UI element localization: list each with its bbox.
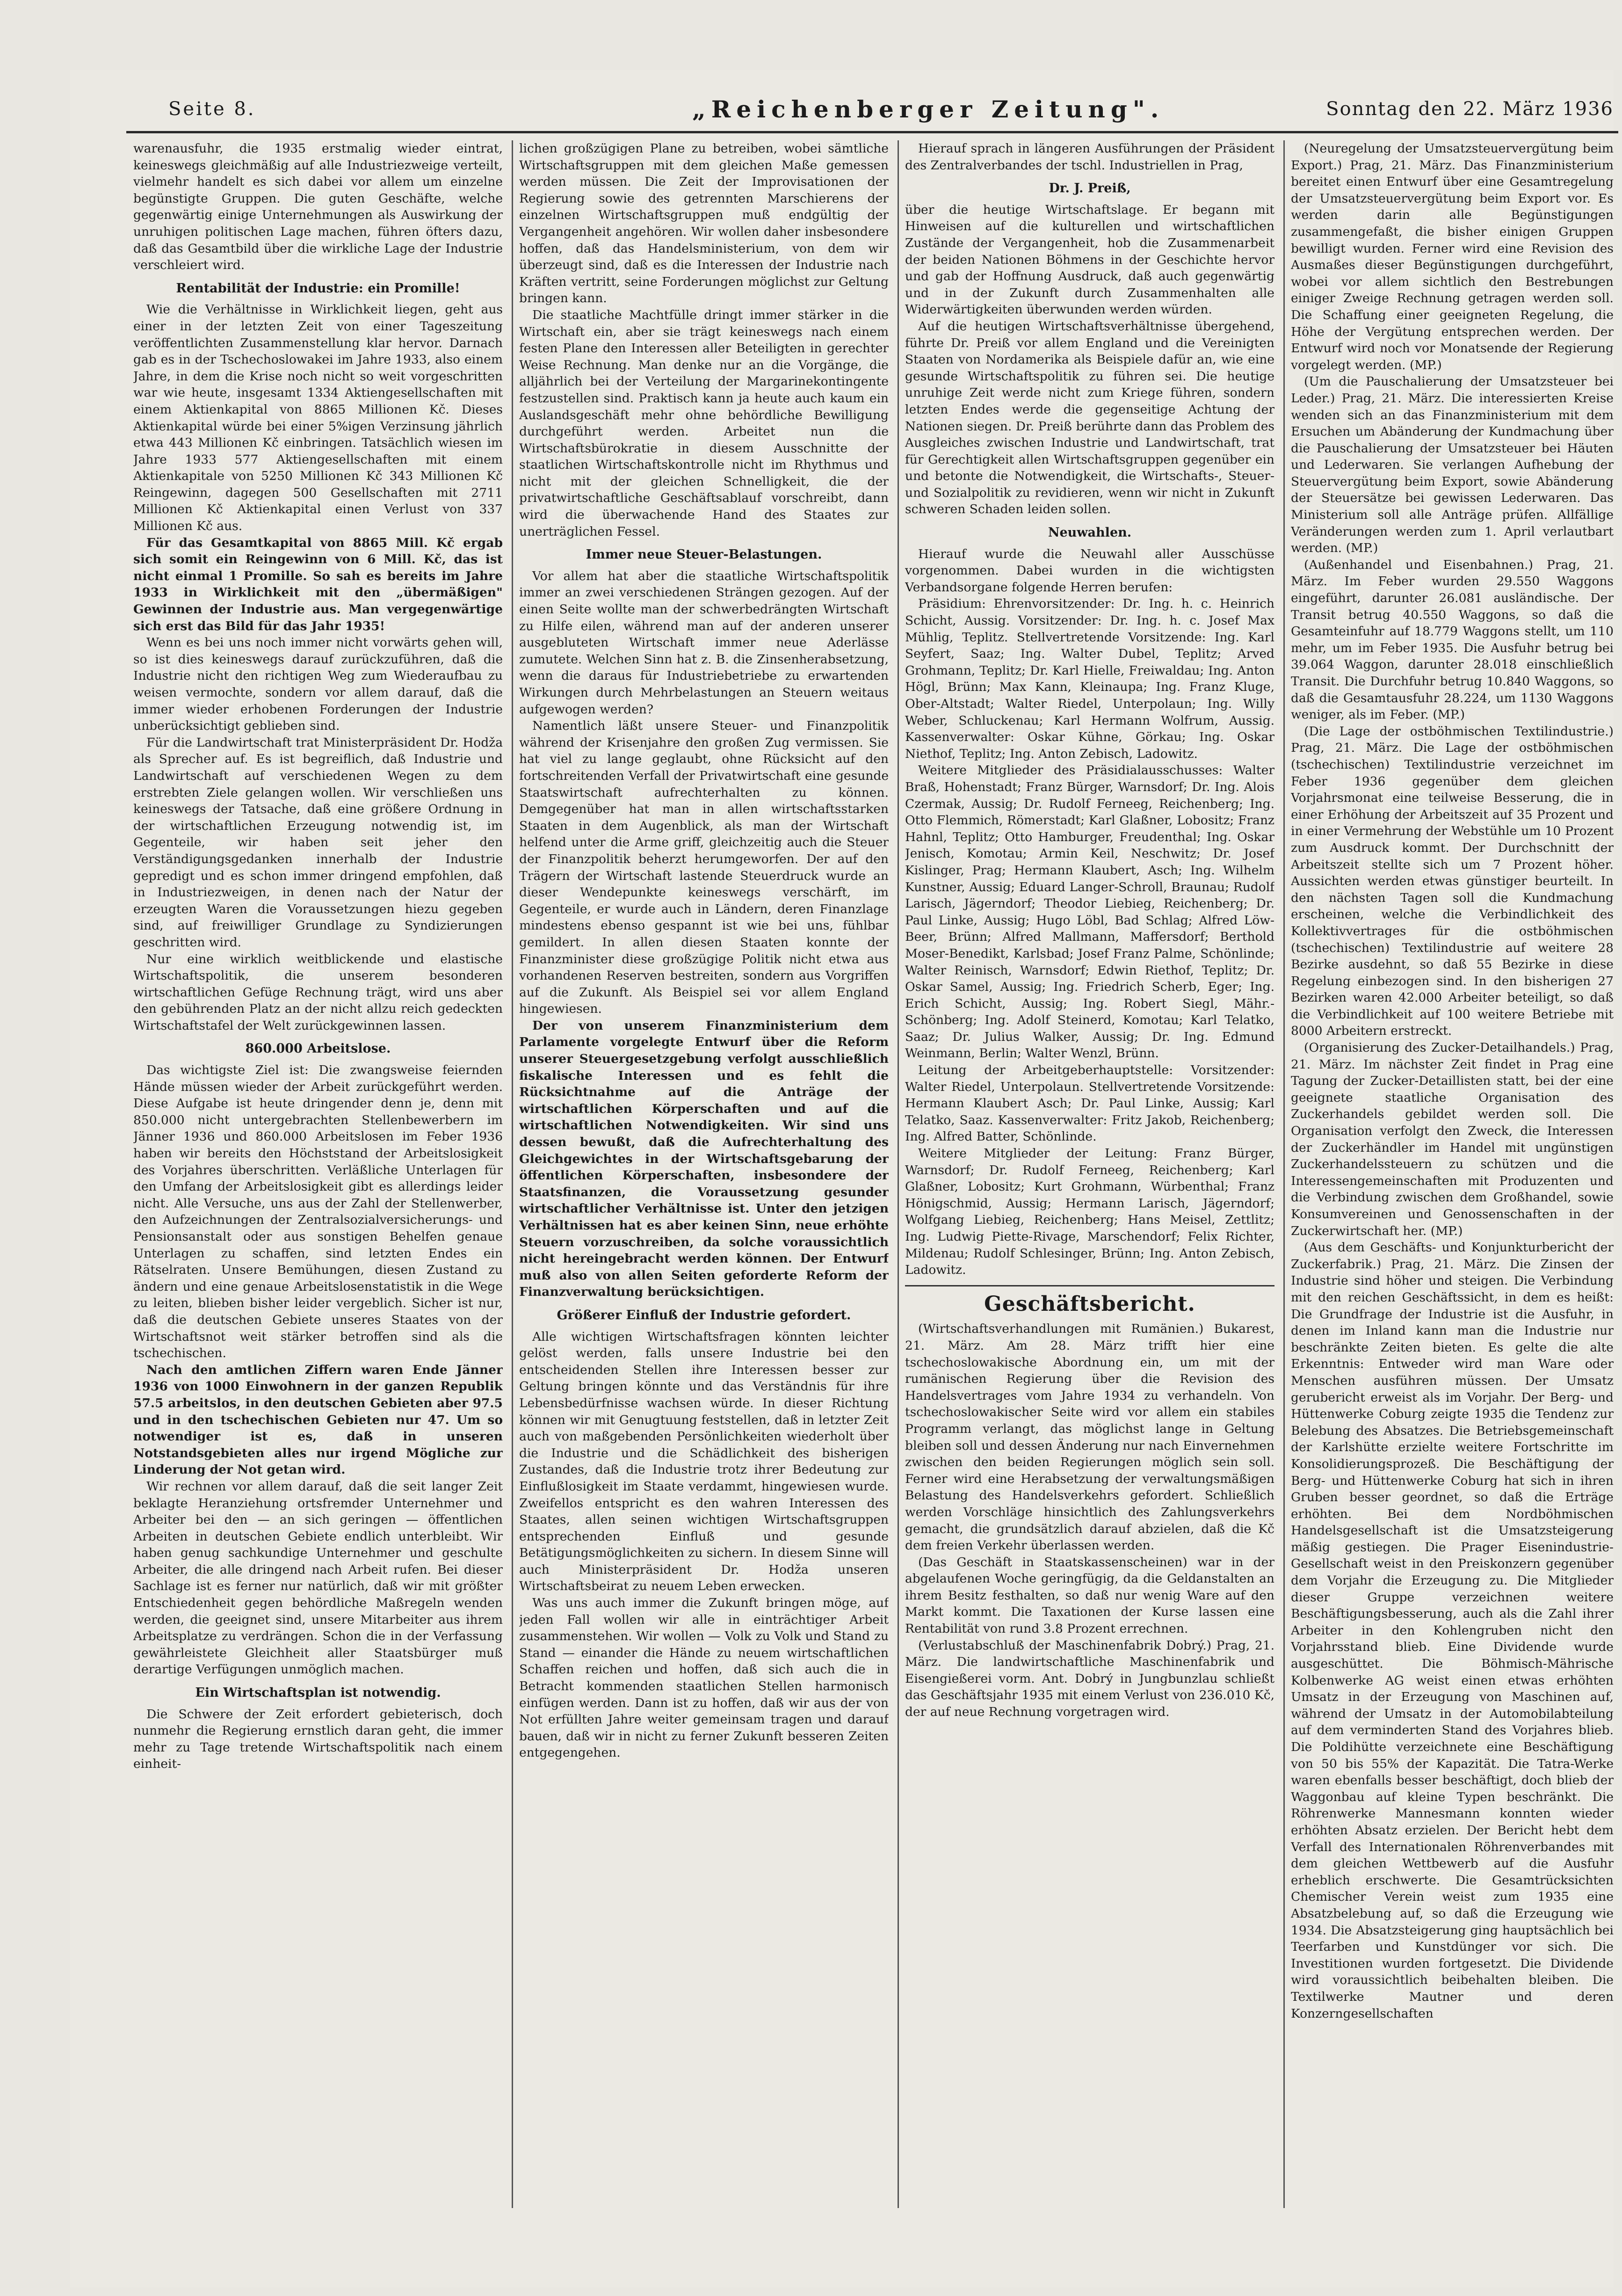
paragraph: Hierauf sprach in längeren Ausführungen der Präsident des Zentralverbandes der tschl. Industriellen in Prag, xyxy=(905,141,1274,173)
subheading: Größerer Einfluß der Industrie gefordert. xyxy=(557,1308,851,1322)
paragraph: warenausfuhr, die 1935 erstmalig wieder eintrat, keineswegs gleichmäßig auf alle Industriezweige verteilt, vielmehr handelt es sich dabei vor allem um einzelne begünstigte Gruppen. Die guten Geschäfte, welche gegenwärtig einige Unternehmungen als Auswirkung der unruhigen politischen Lage machen, führen öfters dazu, daß das Gesamtbild über die wirkliche Lage der Industrie verschleiert wird. xyxy=(133,141,503,273)
paragraph: (Organisierung des Zucker-Detailhandels.) Prag, 21. März. Im nächster Zeit findet in Prag eine Tagung der Zucker-Detaillisten statt, bei der eine geeignete staatliche Organisation des Zuckerhandels gebildet werden soll. Die Organisation verfolgt den Zweck, die Interessen der Zuckerhändler im Handel mit ungünstigen Zuckerhandelssteuern zu schützen und die Interessengemeinschaften mit Produzenten und die Verbindung zwischen dem Großhandel, sowie Konsumvereinen und Genossenschaften in der Zuckerwirtschaft her. (MP.) xyxy=(1291,1040,1614,1238)
column-divider xyxy=(512,140,513,2208)
paragraph: Weitere Mitglieder des Präsidialausschusses: Walter Braß, Hohenstadt; Franz Bürger, Warnsdorf; Dr. Ing. Alois Czermak, Aussig; Dr. Rudolf Ferneeg, Reichenberg; Ing. Otto Flemmich, Römerstadt; Karl Glaßner, Lobositz; Franz Hahnl, Teplitz; Otto Hamburger, Freudenthal; Ing. Oskar Jenisch, Komotau; Armin Keil, Neschwitz; Dr. Josef Kislinger, Prag; Hermann Klaubert, Asch; Ing. Wilhelm Kunstner, Aussig; Eduard Langer-Schroll, Braunau; Rudolf Larisch, Jägerndorf; Theodor Liebieg, Reichenberg; Dr. Paul Linke, Aussig; Hugo Löbl, Bad Schlag; Alfred Löw-Beer, Brünn; Alfred Mallmann, Maffersdorf; Berthold Moser-Benedikt, Karlsbad; Josef Franz Palme, Schönlinde; Walter Reinisch, Warnsdorf; Edwin Riethof, Teplitz; Dr. Oskar Samel, Aussig; Ing. Friedrich Scherb, Eger; Ing. Erich Schicht, Aussig; Ing. Robert Siegl, Mähr.-Schönberg; Ing. Adolf Steinerd, Komotau; Karl Telatko, Saaz; Dr. Julius Walker, Aussig; Dr. Ing. Edmund Weinmann, Berlin; Walter Wenzl, Brünn. xyxy=(905,763,1274,1061)
subheading: Immer neue Steuer-Belastungen. xyxy=(586,547,822,562)
issue-date: Sonntag den 22. März 1936 xyxy=(1326,98,1614,120)
column-3 xyxy=(905,140,1274,2208)
paragraph: (Wirtschaftsverhandlungen mit Rumänien.) Bukarest, 21. März. Am 28. März trifft hier eine tschechoslowakische Abordnung ein, um mit der rumänischen Regierung über die Revision des Handelsvertrages vom Jahre 1934 zu verhandeln. Von tschechoslowakischer Seite wird vor allem ein stabiles Programm verlangt, das möglichst lange in Geltung bleiben soll und dessen Änderung nur nach Einvernehmen zwischen den beiden Regierungen möglich sein soll. Ferner wird eine Herabsetzung der verwaltungsmäßigen Belastung des Handelsverkehrs gefordert. Schließlich werden Vorschläge hinsichtlich des Zahlungsverkehrs gemacht, die grundsätzlich darauf abzielen, daß die Kč dem freien Verkehr überlassen werden. xyxy=(905,1322,1274,1553)
paragraph: Wir rechnen vor allem darauf, daß die seit langer Zeit beklagte Heranziehung ortsfremder Unternehmer und Arbeiter bei den — an sich geringen — öffentlichen Arbeiten in deutschen Gebiete endlich unterbleibt. Wir haben genug sachkundige Unternehmer und geschulte Arbeiter, die alle dringend nach Arbeit rufen. Bei dieser Sachlage ist es ferner nur natürlich, daß wir mit größter Entschiedenheit gegen behördliche Maßregeln wenden werden, die geeignet sind, unsere Mitarbeiter aus ihrem Arbeitsplatze zu verdrängen. Schon die in der Verfassung gewährleistete Gleichheit aller Staatsbürger muß derartige Verfügungen unmöglich machen. xyxy=(133,1479,503,1677)
subheading: 860.000 Arbeitslose. xyxy=(245,1041,391,1056)
paragraph: Hierauf wurde die Neuwahl aller Ausschüsse vorgenommen. Dabei wurden in die wichtigsten Verbandsorgane folgende Herren berufen: xyxy=(905,546,1274,595)
paragraph: über die heutige Wirtschaftslage. Er begann mit Hinweisen auf die kulturellen und wirtschaftlichen Zustände der Vergangenheit, hob die Zusammenarbeit der beiden Nationen Böhmens in der Geschichte hervor und gab der Hoffnung Ausdruck, daß auch gegenwärtig und in der Zukunft durch Zusammenhalten alle Widerwärtigkeiten überwunden werden würden. xyxy=(905,202,1274,317)
paragraph: Was uns auch immer die Zukunft bringen möge, auf jeden Fall wollen wir alle in einträchtiger Arbeit zusammenstehen. Wir wollen — Volk zu Volk und Stand zu Stand — einander die Hände zu neuem wirtschaftlichen Schaffen reichen und hoffen, daß sich auch die in Betracht kommenden staatlichen Stellen harmonisch einfügen werden. Dann ist zu hoffen, daß wir aus der von Not erfüllten Jahre weiter gemeinsam tragen und darauf bauen, daß wir in nicht zu ferner Zukunft besseren Zeiten entgegengehen. xyxy=(519,1596,889,1760)
paragraph: Nach den amtlichen Ziffern waren Ende Jänner 1936 von 1000 Einwohnern in der ganzen Republik 57.5 arbeitslos, in den deutschen Gebieten aber 97.5 und in den tschechischen Gebieten nur 47. Um so notwendiger ist es, daß in unseren Notstandsgebieten alles nur irgend Mögliche zur Linderung der Not getan wird. xyxy=(133,1362,503,1477)
paragraph: Für das Gesamtkapital von 8865 Mill. Kč ergab sich somit ein Reingewinn von 6 Mill. Kč, das ist nicht einmal 1 Promille. So sah es bereits im Jahre 1933 in Wirklichkeit mit den „übermäßigen" Gewinnen der Industrie aus. Man vergegenwärtige sich erst das Bild für das Jahr 1935! xyxy=(133,535,503,633)
paragraph: Nur eine wirklich weitblickende und elastische Wirtschaftspolitik, die unserem besonderen wirtschaftlichen Gefüge Rechnung trägt, wird uns aber den gebührenden Platz an der nicht allzu reich gedeckten Wirtschaftstafel der Welt zurückgewinnen lassen. xyxy=(133,952,503,1033)
subheading: Dr. J. Preiß, xyxy=(1049,181,1131,196)
page-number: Seite 8. xyxy=(168,98,256,120)
column-2 xyxy=(519,140,889,2208)
paragraph: (Um die Pauschalierung der Umsatzsteuer bei Leder.) Prag, 21. März. Die interessierten Kreise wenden sich an das Finanzministerium mit dem Ersuchen um Abänderung der Kundmachung über die Pauschalierung der Umsatzsteuer bei Häuten und Lederwaren. Sie verlangen Aufhebung der Steuervergütung beim Export, sowie Abänderung der Steuersätze bei gewissen Lederwaren. Das Ministerium soll alle Anträge prüfen. Allfällige Veränderungen werden zum 1. April verlautbart werden. (MP.) xyxy=(1291,374,1614,556)
paragraph: Leitung der Arbeitgeberhauptstelle: Vorsitzender: Walter Riedel, Unterpolaun. Stellvertretende Vorsitzende: Hermann Klaubert Asch; Dr. Paul Linke, Aussig; Karl Telatko, Saaz. Kassenverwalter: Fritz Jakob, Reichenberg; Ing. Alfred Batter, Schönlinde. xyxy=(905,1063,1274,1144)
paragraph: (Neuregelung der Umsatzsteuervergütung beim Export.) Prag, 21. März. Das Finanzministerium bereitet einen Entwurf über eine Gesamtregelung der Umsatzsteuervergütung beim Export vor. Es werden darin alle Begünstigungen zusammengefaßt, die bisher einigen Gruppen bewilligt wurden. Ferner wird eine Revision des Ausmaßes dieser Begünstigungen durchgeführt, wobei vor allem sichtlich den Bestrebungen einiger Zweige Rechnung getragen werden soll. Die Schaffung einer geeigneten Regelung, die Höhe der Vergütung entsprechen werden. Der Entwurf wird noch vor Monatsende der Regierung vorgelegt werden. (MP.) xyxy=(1291,141,1614,372)
paragraph: (Verlustabschluß der Maschinenfabrik Dobrý.) Prag, 21. März. Die landwirtschaftliche Maschinenfabrik und Eisengießerei vorm. Ant. Dobrý in Jungbunzlau schließt das Geschäftsjahr 1935 mit einem Verlust von 236.010 Kč, der auf neue Rechnung vorgetragen wird. xyxy=(905,1638,1274,1720)
paragraph: Das wichtigste Ziel ist: Die zwangsweise feiernden Hände müssen wieder der Arbeit zurückgeführt werden. Diese Aufgabe ist heute dringender denn je, denn mit 850.000 nicht untergebrachten Stellenbewerbern im Jänner 1936 und 860.000 Arbeitslosen im Feber 1936 haben wir bereits den Höchststand der Arbeitslosigkeit des Vorjahres überschritten. Verläßliche Unterlagen für den Umfang der Arbeitslosigkeit gibt es allerdings leider nicht. Alle Versuche, uns aus der Zahl der Stellenwerber, den Aufzeichnungen der Zentralsozialversicherungs- und Pensionsanstalt oder aus sonstigen Behelfen genaue Unterlagen zu schaffen, sind letzten Endes ein Rätselraten. Unsere Bemühungen, diesen Zustand zu ändern und eine genaue Arbeitslosenstatistik in die Wege zu leiten, blieben bisher leider vergeblich. Sicher ist nur, daß die deutschen Gebiete unseres Staates von der Wirtschaftsnot weit stärker betroffen sind als die tschechischen. xyxy=(133,1063,503,1361)
section-heading: Geschäftsbericht. xyxy=(984,1292,1195,1316)
paragraph: Weitere Mitglieder der Leitung: Franz Bürger, Warnsdorf; Dr. Rudolf Ferneeg, Reichenberg; Karl Glaßner, Lobositz; Kurt Grohmann, Würbenthal; Franz Hönigschmid, Aussig; Hermann Larisch, Jägerndorf; Wolfgang Liebieg, Reichenberg; Hans Meisel, Zettlitz; Ing. Ludwig Piette-Rivage, Marschendorf; Felix Richter, Mildenau; Rudolf Schlesinger, Brünn; Ing. Anton Zebisch, Ladowitz. xyxy=(905,1146,1274,1278)
paragraph: Die staatliche Machtfülle dringt immer stärker in die Wirtschaft ein, aber sie trägt keineswegs nach einem festen Plane den Interessen aller Beteiligten in gerechter Weise Rechnung. Man denke nur an die Vorgänge, die alljährlich bei der Verteilung der Margarinekontingente festzustellen sind. Praktisch kann ja heute auch kaum ein Auslandsgeschäft mehr ohne behördliche Bewilligung durchgeführt werden. Arbeitet nun die Wirtschaftsbürokratie in diesem Ausschnitte der staatlichen Wirtschaftskontrolle nicht im Rhythmus und nicht mit der gleichen Schnelligkeit, die der privatwirtschaftliche Geschäftsablauf vorschreibt, dann wird die überwachende Hand des Staates zur unerträglichen Fessel. xyxy=(519,307,889,539)
paragraph: (Die Lage der ostböhmischen Textilindustrie.) Prag, 21. März. Die Lage der ostböhmischen (tschechischen) Textilindustrie verzeichnet im Feber 1936 gegenüber dem gleichen Vorjahrsmonat eine teilweise Besserung, die in einer Erhöhung der Arbeitszeit auf 35 Prozent und in einer Vermehrung der Webstühle um 10 Prozent zum Ausdruck kommt. Der Durchschnitt der Arbeitszeit stellte sich um 7 Prozent höher. Aussichten werden etwas günstiger beurteilt. In den nächsten Tagen soll die Kundmachung erscheinen, welche die Verbindlichkeit des Kollektivvertrages für die ostböhmischen (tschechischen) Textilindustrie auf weitere 28 Bezirke ausdehnt, so daß 55 Bezirke in diese Regelung einbezogen sind. In den bisherigen 27 Bezirken waren 42.000 Arbeiter beteiligt, so daß die Verbindlichkeit auf 100 weitere Betriebe mit 8000 Arbeitern erstreckt. xyxy=(1291,724,1614,1039)
paragraph: Der von unserem Finanzministerium dem Parlamente vorgelegte Entwurf über die Reform unserer Steuergesetzgebung verfolgt ausschließlich fiskalische Interessen und es fehlt die Rücksichtnahme auf die Anträge der wirtschaftlichen Körperschaften und auf die wirtschaftlichen Notwendigkeiten. Wir sind uns dessen bewußt, daß die Aufrechterhaltung des Gleichgewichtes in der Wirtschaftsgebarung der öffentlichen Körperschaften, insbesondere der Staatsfinanzen, die Voraussetzung gesunder wirtschaftlicher Verhältnisse ist. Unter den jetzigen Verhältnissen hat es aber keinen Sinn, neue erhöhte Steuern vorzuschreiben, da solche voraussichtlich nicht hereingebracht werden können. Der Entwurf muß also von allen Seiten geforderte Reform der Finanzverwaltung berücksichtigen. xyxy=(519,1018,889,1300)
paragraph: (Aus dem Geschäfts- und Konjunkturbericht der Zuckerfabrik.) Prag, 21. März. Die Zinsen der Industrie sind höher und steigen. Die Verbindung mit den reichen Geschäftssicht, in dem es heißt: Die Grundfrage der Industrie ist die Ausfuhr, in denen im Inland kann man die Industrie nur beschränkte Zeiten bieten. Es gelte die alte Erkenntnis: Entweder wird man Ware oder Menschen ausführen müssen. Der Umsatz gerubericht erweist als im Vorjahr. Der Berg- und Hüttenwerke Coburg zeigte 1935 die Tendenz zur Belebung des Absatzes. Die Betriebsgemeinschaft der Karlshütte erzielte weitere Fortschritte im Konsolidierungsprozeß. Die Beschäftigung der Berg- und Hüttenwerke Coburg hat sich in ihren Gruben besser geordnet, so daß die Erträge erhöhten. Bei dem Nordböhmischen Handelsgesellschaft ist die Umsatzsteigerung mäßig gestiegen. Die Prager Eisenindustrie-Gesellschaft weist in den Preiskonzern gegenüber dem Vorjahr die Erzeugung zu. Die Mitglieder dieser Gruppe verzeichnen weitere Beschäftigungsbesserung, auch als die Zahl ihrer Arbeiter in den Kohlengruben nicht den Vorjahrsstand blieb. Eine Dividende wurde ausgeschüttet. Die Böhmisch-Mährische Kolbenwerke AG weist einen etwas erhöhten Umsatz in der Erzeugung von Maschinen auf, während der Umsatz in der Automobilabteilung auf dem verminderten Stand des Vorjahres blieb. Die Poldihütte verzeichnete eine Beschäftigung von 50 bis 55% der Kapazität. Die Tatra-Werke waren ebenfalls besser beschäftigt, doch blieb der Waggonbau auf kleine Typen beschränkt. Die Röhrenwerke Mannesmann konnten wieder erhöhten Absatz erzielen. Der Bericht hebt dem Verfall des Internationalen Röhrenverbandes mit dem gleichen Wettbewerb auf die Ausfuhr erheblich erschwerte. Die Gesamtrücksichten Chemischer Verein weist zum 1935 eine Absatzbelebung auf, so daß die Erzeugung wie 1934. Die Absatzsteigerung ging hauptsächlich bei Teerfarben und Kunstdünger vor sich. Die Investitionen wurden fortgesetzt. Die Dividende wird voraussichtlich beibehalten bleiben. Die Textilwerke Mautner und deren Konzerngesellschaften xyxy=(1291,1240,1614,2021)
newspaper-page xyxy=(70,70,1614,2288)
paragraph: Für die Landwirtschaft trat Ministerpräsident Dr. Hodža als Sprecher auf. Es ist begreiflich, daß Industrie und Landwirtschaft auf verschiedenen Wegen zu dem erstrebten Ziele gelangen wollen. Wir verschließen uns keineswegs der Tatsache, daß eine größere Ordnung in der wirtschaftlichen Erzeugung notwendig ist, im Gegenteile, wir haben seit jeher den Verständigungsgedanken innerhalb der Industrie gepredigt und es schon immer dringend empfohlen, daß in Industriezweigen, in denen nach der Natur der erzeugten Waren die Voraussetzungen hiezu gegeben sind, auf freiwilliger Grundlage zu Syndizierungen geschritten wird. xyxy=(133,735,503,950)
section-rule xyxy=(905,1285,1274,1286)
paragraph: Wenn es bei uns noch immer nicht vorwärts gehen will, so ist dies keineswegs darauf zurückzuführen, daß die Industrie nicht den richtigen Weg zum Wiederaufbau zu weisen vermochte, sondern vor allem darauf, daß die immer wieder erhobenen Forderungen der Industrie unberücksichtigt geblieben sind. xyxy=(133,635,503,734)
paragraph: Auf die heutigen Wirtschaftsverhältnisse übergehend, führte Dr. Preiß vor allem England und die Vereinigten Staaten von Nordamerika als Beispiele dafür an, wie eine gesunde Wirtschaftspolitik zu führen sei. Die heutige unruhige Zeit werde nicht zum Kriege führen, sondern letzten Endes werde die gegenseitige Achtung der Nationen siegen. Dr. Preiß berührte dann das Problem des Ausgleiches zwischen Industrie und Landwirtschaft, trat für Gerechtigkeit allen Wirtschaftsgruppen gegenüber ein und betonte die Notwendigkeit, die Wirtschafts-, Steuer- und Sozialpolitik zu revidieren, wenn wir nicht in Zukunft schweren Schaden leiden sollen. xyxy=(905,319,1274,517)
paragraph: Namentlich läßt unsere Steuer- und Finanzpolitik während der Krisenjahre den großen Zug vermissen. Sie hat viel zu lange geglaubt, ohne Rücksicht auf den fortschreitenden Verfall der Privatwirtschaft eine gesunde Staatswirtschaft aufrechterhalten zu können. Demgegenüber hat man in allen wirtschaftsstarken Staaten in dem Augenblick, als man der Wirtschaft helfend unter die Arme griff, gleichzeitig auch die Steuer der Finanzpolitik beherzt herumgeworfen. Der auf den Trägern der Wirtschaft lastende Steuerdruck wurde an dieser Wendepunkte keineswegs verschärft, im Gegenteile, er wurde auch in Ländern, deren Finanzlage mindestens ebenso gespannt ist wie bei uns, fühlbar gemildert. In allen diesen Staaten konnte der Finanzminister diese großzügige Politik nicht etwa aus vorhandenen Reserven bestreiten, sondern aus Vorgriffen auf die Zukunft. Als Beispiel sei vor allem England hingewiesen. xyxy=(519,719,889,1017)
column-4 xyxy=(1291,140,1614,2208)
paragraph: (Das Geschäft in Staatskassenscheinen) war in der abgelaufenen Woche geringfügig, da die Geldanstalten an ihrem Besitz festhalten, so daß nur wenig Ware auf den Markt kommt. Die Taxationen der Kurse lassen eine Rentabilität von rund 3.8 Prozent errechnen. xyxy=(905,1555,1274,1636)
header-rule xyxy=(126,131,1618,133)
paragraph: (Außenhandel und Eisenbahnen.) Prag, 21. März. Im Feber wurden 29.550 Waggons eingeführt, darunter 26.081 ausländische. Der Transit betrug 40.550 Waggons, so daß die Gesamteinfuhr auf 18.779 Waggons stellt, um 110 mehr, um im Feber 1935. Die Ausfuhr betrug bei 39.064 Waggon, darunter 28.018 einschließlich Transit. Die Durchfuhr betrug 10.840 Waggons, so daß die Gesamtausfuhr 28.224, um 1130 Waggons weniger, als im Feber. (MP.) xyxy=(1291,557,1614,722)
paragraph: Präsidium: Ehrenvorsitzender: Dr. Ing. h. c. Heinrich Schicht, Aussig. Vorsitzender: Dr. Ing. h. c. Josef Max Mühlig, Teplitz. Stellvertretende Vorsitzende: Ing. Karl Seyfert, Saaz; Ing. Walter Dubel, Teplitz; Arved Grohmann, Teplitz; Dr. Karl Hielle, Freiwaldau; Ing. Anton Högl, Brünn; Max Kann, Kleinaupa; Ing. Franz Kluge, Ober-Altstadt; Walter Riedel, Unterpolaun; Ing. Willy Weber, Schluckenau; Karl Hermann Wolfrum, Aussig. Kassenverwalter: Oskar Kühne, Görkau; Ing. Oskar Niethof, Teplitz; Ing. Anton Zebisch, Ladowitz. xyxy=(905,596,1274,761)
subheading: Ein Wirtschaftsplan ist notwendig. xyxy=(195,1686,441,1700)
paragraph: Alle wichtigen Wirtschaftsfragen könnten leichter gelöst werden, falls unsere Industrie bei den entscheidenden Stellen ihre Interessen besser zur Geltung bringen könnte und das Verständnis für ihre Lebensbedürfnisse wachsen würde. In dieser Richtung können wir mit Genugtuung feststellen, daß in letzter Zeit auch von maßgebenden Persönlichkeiten wiederholt über die Industrie und die Schädlichkeit des bisherigen Zustandes, daß die Industrie trotz ihrer Bedeutung zur Einflußlosigkeit im Staate verdammt, hingewiesen wurde. Zweifellos entspricht es den wahren Interessen des Staates, allen seinen wichtigen Wirtschaftsgruppen entsprechenden Einfluß und gesunde Betätigungsmöglichkeiten zu sichern. In diesem Sinne will auch Ministerpräsident Dr. Hodža unseren Wirtschaftsbeirat zu neuem Leben erwecken. xyxy=(519,1329,889,1594)
paragraph: Die Schwere der Zeit erfordert gebieterisch, doch nunmehr die Regierung ernstlich daran geht, die immer mehr zu Tage tretende Wirtschaftspolitik nach einem einheit- xyxy=(133,1707,503,1772)
newspaper-title: „Reichenberger Zeitung". xyxy=(692,95,1165,123)
paragraph: Wie die Verhältnisse in Wirklichkeit liegen, geht aus einer in der letzten Zeit von einer Tageszeitung veröffentlichten Zusammenstellung klar hervor. Darnach gab es in der Tschechoslowakei im Jahre 1933, also einem Jahre, in dem die Krise noch nicht so weit vorgeschritten war wie heute, insgesamt 1334 Aktiengesellschaften mit einem Aktienkapital von 8865 Millionen Kč. Dieses Aktienkapital würde bei einer 5%igen Verzinsung jährlich etwa 443 Millionen Kč einbringen. Tatsächlich wiesen im Jahre 1933 577 Aktiengesellschaften mit einem Aktienkapitale von 5250 Millionen Kč 343 Millionen Kč Reingewinn, dagegen 500 Gesellschaften mit 2711 Millionen Kč Aktienkapital einen Verlust von 337 Millionen Kč aus. xyxy=(133,302,503,534)
paragraph: Vor allem hat aber die staatliche Wirtschaftspolitik immer an zwei verschiedenen Strängen gezogen. Auf der einen Seite wollte man der schwerbedrängten Wirtschaft zu Hilfe eilen, während man auf der anderen unserer ausgebluteten Wirtschaft immer neue Aderlässe zumutete. Welchen Sinn hat z. B. die Zinsenherabsetzung, wenn die daraus für Industriebetriebe zu erwartenden Wirkungen durch Mehrbelastungen an Steuern weitaus aufgewogen werden? xyxy=(519,568,889,717)
column-divider xyxy=(1283,140,1285,2208)
column-divider xyxy=(898,140,899,2208)
paragraph: lichen großzügigen Plane zu betreiben, wobei sämtliche Wirtschaftsgruppen mit dem gleichen Maße gemessen werden müssen. Die Zeit der Improvisationen der Regierung sowie des getrennten Marschierens der einzelnen Wirtschaftsgruppen muß endgültig der Vergangenheit angehören. Wir wollen daher insbesondere hoffen, daß das Handelsministerium, von dem wir überzeugt sind, daß es die Interessen der Industrie nach Kräften vertritt, seine Forderungen möglichst zur Geltung bringen kann. xyxy=(519,141,889,306)
subheading: Neuwahlen. xyxy=(1048,525,1132,540)
column-1 xyxy=(133,140,503,2208)
subheading: Rentabilität der Industrie: ein Promille! xyxy=(176,281,460,296)
